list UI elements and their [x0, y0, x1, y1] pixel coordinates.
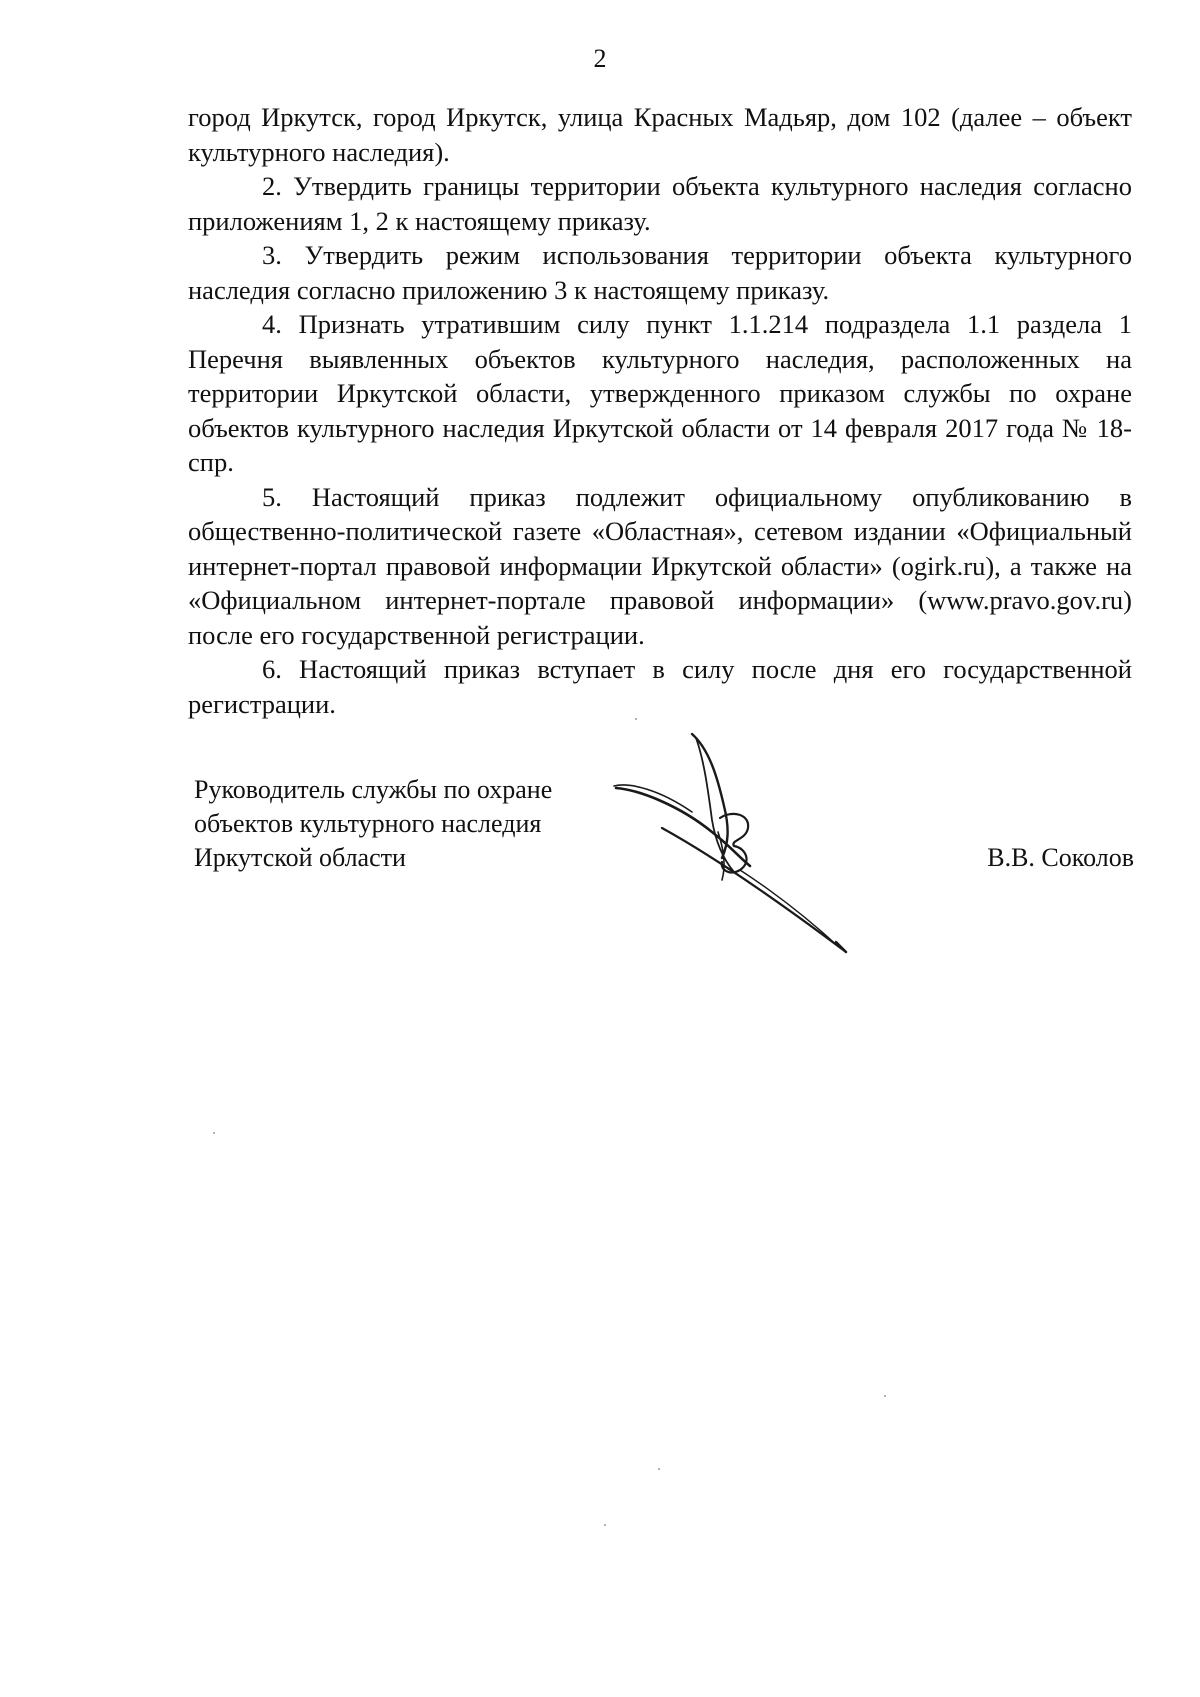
paragraph-item-2: 2. Утвердить границы территории объекта культурного наследия согласно приложениям 1, 2 к настоящему приказу. [188, 171, 1132, 236]
signer-position [194, 773, 552, 875]
scan-speck [884, 1395, 886, 1397]
page-number: 2 [593, 44, 607, 73]
scan-speck [658, 1468, 660, 1470]
paragraph-item-4: 4. Признать утратившим силу пункт 1.1.214 подраздела 1.1 раздела 1 Перечня выявленных объектов культурного наследия, расположенных на территории Иркутской области, утвержденного приказом службы по охране объектов культурного наследия Иркутской области от 14 февраля 2017 года № 18-спр. [188, 309, 1132, 477]
paragraph-item-3: 3. Утвердить режим использования территории объекта культурного наследия согласно приложению 3 к настоящему приказу. [188, 240, 1132, 305]
paragraph-item-5: 5. Настоящий приказ подлежит официальному опубликованию в общественно-политической газете «Областная», сетевом издании «Официальный интернет-портал правовой информации Иркутской области» (ogirk.ru), а также на «Официальном интернет-портале правовой информации» (www.pravo.gov.ru) после его государственной регистрации. [188, 481, 1132, 650]
signer-position-line: Руководитель службы по охране [194, 775, 553, 804]
paragraph-item-6: 6. Настоящий приказ вступает в силу после дня его государственной регистрации. [188, 654, 1132, 719]
signer-name: В.В. Соколов [987, 843, 1134, 872]
signer-position-line: Иркутской области [194, 843, 406, 872]
scan-speck [635, 718, 637, 720]
signer-position-line: объектов культурного наследия [194, 809, 542, 838]
paragraph-continuation: город Иркутск, город Иркутск, улица Красных Мадьяр, дом 102 (далее – объект культурного наследия). [188, 102, 1132, 167]
scan-speck [604, 1524, 606, 1526]
scan-speck [213, 1132, 215, 1134]
handwritten-signature [600, 720, 920, 990]
document-body [188, 100, 1132, 721]
